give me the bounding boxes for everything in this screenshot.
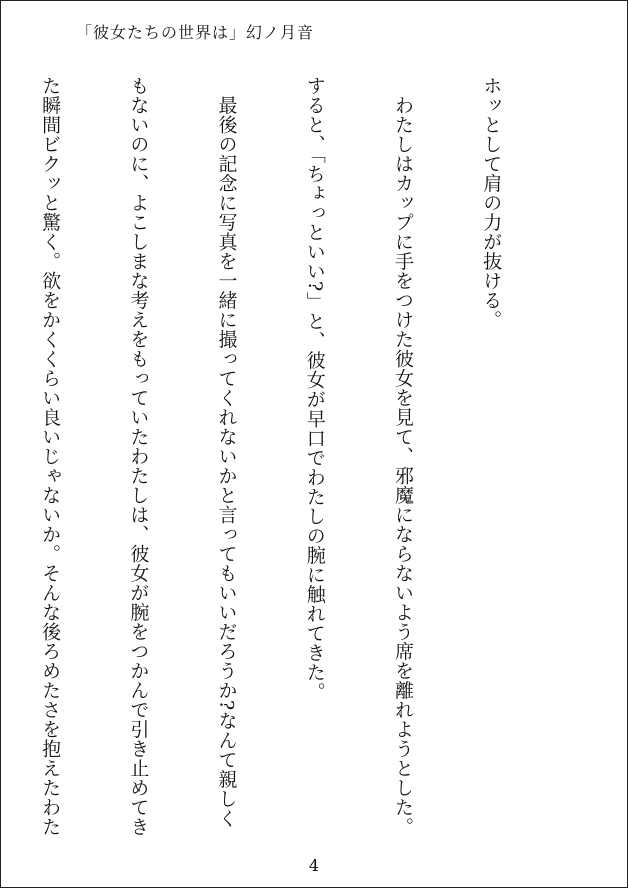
text-line: もないのに、よこしまな考えをもっていたわたしは、彼女が腕をつかんで引き止めてき xyxy=(127,76,150,837)
text-line: 最後の記念に写真を一緒に撮ってくれないかと言ってもいいだろうか?なんて親しく xyxy=(215,76,238,828)
running-header: 「彼女たちの世界は」幻ノ月音 xyxy=(76,23,315,42)
text-line: た瞬間ビクッと驚く。欲をかくくらい良いじゃないか。そんな後ろめたさを抱えたわた xyxy=(39,76,62,837)
page-number: 4 xyxy=(308,856,320,875)
text-line: わたしはカップに手をつけた彼女を見て、邪魔にならないよう席を離れようとした。 xyxy=(391,76,414,837)
text-line: すると、「ちょっといい?」と、彼女が早口でわたしの腕に触れてきた。 xyxy=(303,76,326,702)
vertical-body-text xyxy=(39,76,564,837)
text-line: ホッとして肩の力が抜ける。 xyxy=(480,76,503,330)
